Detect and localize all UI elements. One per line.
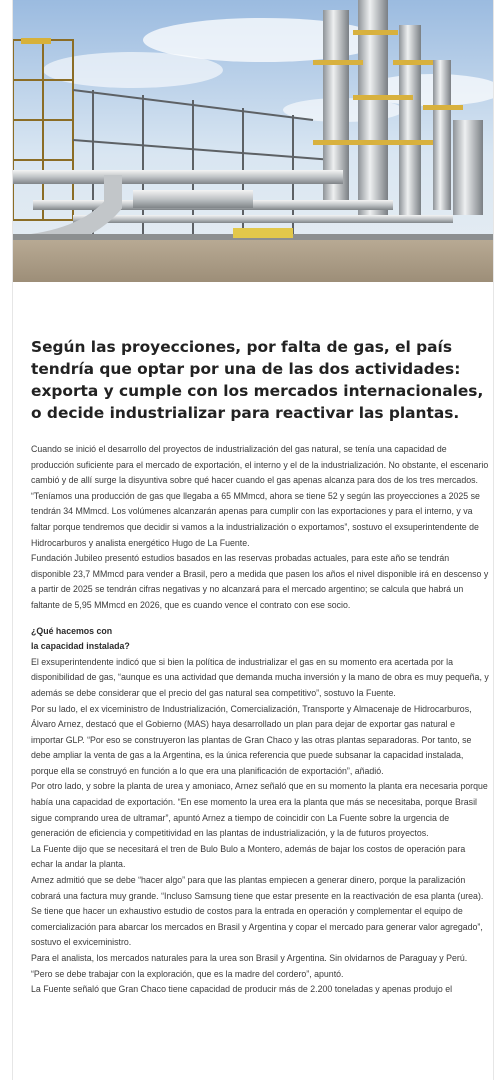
refinery-photo: [13, 0, 493, 282]
paragraph: Por su lado, el ex viceministro de Industrialización, Comercialización, Transporte y Almacenaje de Hidrocarburos, Álvaro Arnez, destacó que el Gobierno (MAS) haya desarrollado un plan para dejar de exportar gas natural e importar GLP. “Por eso se construyeron las plantas de Gran Chaco y las otras plantas separadoras. Por tanto, se debe ampliar la venta de gas a la Argentina, es la única referencia que puede subsanar la capacidad instalada, porque ella se construyó en función a lo que era una planificación de exportación”, añadió.: [31, 703, 472, 776]
paragraph: La Fuente dijo que se necesitará el tren de Bulo Bulo a Montero, además de bajar los costos de operación para echar la andar la planta.: [31, 843, 466, 870]
subheading-line: ¿Qué hacemos con: [31, 625, 113, 636]
paragraph: Fundación Jubileo presentó estudios basados en las reservas probadas actuales, para este año se tendrán disponible 23,7 MMmcd para vender a Brasil, pero a medida que pasen los años el nivel disponible irá en descenso y a partir de 2025 se tendrán cifras negativas y no alcanzará para el mercado argentino; se calcula que habrá un faltante de 5,95 MMmcd en 2026, que es cuando vence el contrato con ese socio.: [31, 553, 489, 610]
article-card: [12, 0, 494, 1080]
paragraph: La Fuente señaló que Gran Chaco tiene capacidad de producir más de 2.200 toneladas y apenas produjo el: [31, 984, 453, 995]
paragraph: “Teníamos una producción de gas que llegaba a 65 MMmcd, ahora se tiene 52 y según las proyecciones a 2025 se tendrán 34 MMmcd. Los volúmenes alcanzarán apenas para cumplir con las exportaciones y para el interno, y va faltar porque tendremos que decidir si vamos a la industrialización o exportamos”, sostuvo el exsuperintendente de Hidrocarburos y analista energético Hugo de La Fuente.: [31, 490, 480, 548]
paragraph: El exsuperintendente indicó que si bien la política de industrializar el gas en su momento era acertada por la disponibilidad de gas, “aunque es una actividad que demanda mucha inversión y la mano de obra es muy pequeña, y además se debe considerar que el precio del gas natural sea competitivo”, sostuvo la Fuente.: [31, 656, 489, 698]
section-subheading: [31, 624, 489, 655]
paragraph: Arnez admitió que se debe “hacer algo” para que las plantas empiecen a generar dinero, porque la paralización cobrará una factura muy grande. “Incluso Samsung tiene que estar presente en la reactivación de esa planta (urea). Se tiene que hacer un exhaustivo estudio de costos para la entrada en operación y complementar el equipo de comercialización para abarcar los mercados en Brasil y Argentina y copar el mercado para generar valor agregado”, sostuvo el exviceministro.: [31, 875, 484, 948]
hero-image: [13, 0, 493, 282]
paragraph: Por otro lado, y sobre la planta de urea y amoniaco, Arnez señaló que en su momento la planta era necesaria porque había una capacidad de exportación. “En ese momento la urea era la planta que más se necesitaba, porque Brasil sigue comprando urea de ultramar”, apuntó Arnez a tiempo de coincidir con La Fuente sobre la urgencia de generación de eficiencia y competitividad en las plantas de industrialización, y la de futuros proyectos.: [31, 781, 488, 839]
article-headline: Según las proyecciones, por falta de gas, el país tendría que optar por una de las dos actividades: exporta y cumple con los mercados internacionales, o decide industrializar para reactivar las plantas.: [31, 338, 484, 422]
paragraph: Cuando se inició el desarrollo del proyectos de industrialización del gas natural, se tenía una capacidad de producción suficiente para el mercado de exportación, el interno y el de la industrialización. No obstante, el escenario cambió y de allí surge la disyuntiva sobre qué hacer cuando el gas apenas alcanza para dos de los tres mercados.: [31, 444, 489, 486]
paragraph: Para el analista, los mercados naturales para la urea son Brasil y Argentina. Sin olvidarnos de Paraguay y Perú. “Pero se debe trabajar con la exploración, que es la madre del cordero”, apuntó.: [31, 953, 468, 979]
subheading-line: la capacidad instalada?: [31, 641, 130, 652]
article-body: [31, 336, 489, 998]
